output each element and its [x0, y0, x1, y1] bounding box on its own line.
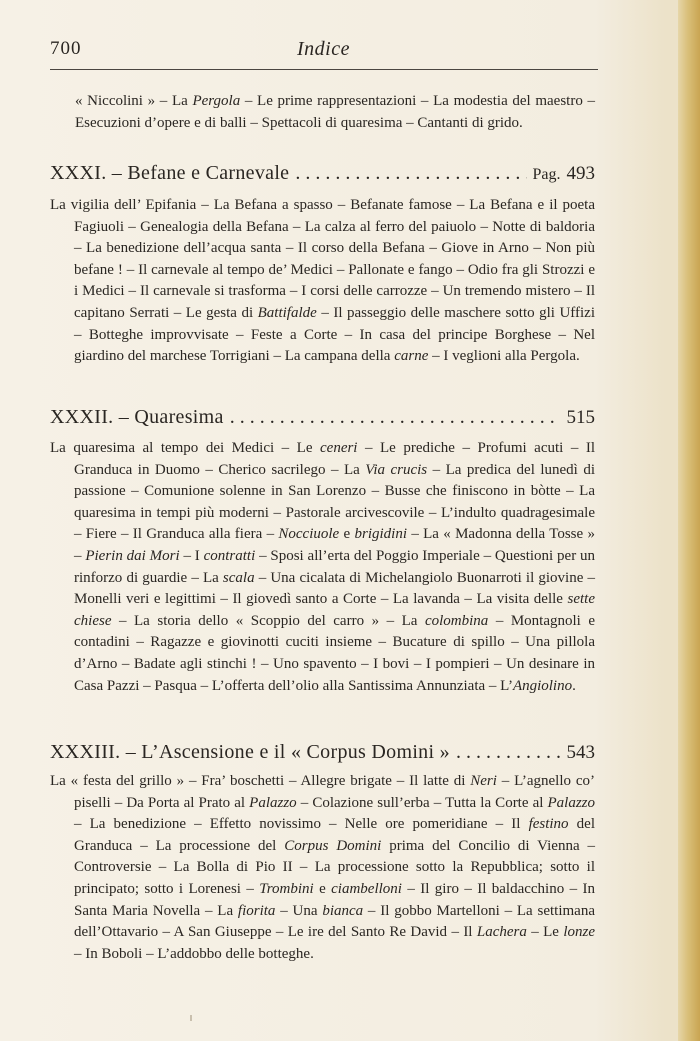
italic-term: colombina: [424, 612, 489, 629]
italic-term: Nocciuole: [278, 526, 340, 543]
text-run: – Il giro – Il baldacchino – In Santa Maria Novella – La: [74, 880, 595, 919]
italic-term: bianca: [322, 902, 364, 919]
text-run: – Montagnoli e contadini – Ragazze e giovinotti cuciti insieme – Bucature di spillo – Una pillola d’Arno – Badate agli stinchi ! – Uno spavento – I bovi – I pompieri – Un desinare in Casa Pazzi – Pasqua – L’offerta dell’olio alla Santissima Annunziata – L’: [74, 612, 596, 694]
italic-term: Trombini: [259, 880, 314, 897]
chapter-page-number: 515: [566, 407, 595, 428]
chapter-page-number: 493: [566, 163, 595, 184]
text-run: – Il gobbo Martelloni – La settimana dell’Ottavario – A San Giuseppe – Le ire del Santo Re David – Il: [74, 902, 595, 941]
italic-term: Angiolino: [512, 677, 573, 694]
text-run: – L’agnello co’ piselli – Da Porta al Prato al: [74, 773, 596, 811]
pag-label: Pag.: [532, 166, 561, 183]
text-run: e: [313, 880, 332, 897]
text-run: – Le prediche – Profumi acuti – Il Granduca in Duomo – Cherico sacrilego – La: [74, 440, 595, 478]
leader-dots: [230, 406, 561, 429]
italic-term: festino: [528, 816, 569, 833]
text-run: – Colazione sull’erba – Tutta la Corte al: [296, 794, 548, 811]
text-run: – In Boboli – L’addobbo delle botteghe.: [74, 945, 314, 962]
print-mark: [190, 1015, 192, 1021]
chapter-title: XXXI. – Befane e Carnevale: [50, 162, 290, 184]
italic-term: Corpus Domini: [284, 837, 382, 854]
chapter-heading-xxxiii: [50, 741, 595, 767]
text-run: – Una: [275, 902, 323, 919]
italic-term: Neri: [470, 773, 497, 789]
entry-text: [50, 195, 595, 368]
italic-term: Battifalde: [257, 304, 317, 321]
chapter-page-number: 543: [566, 742, 595, 763]
page-header: [50, 38, 597, 68]
header-rule: [50, 69, 598, 70]
text-run: – Sposi all’erta del Poggio Imperiale – Questioni per un rinforzo di guardie – La: [74, 547, 596, 586]
italic-term: Lachera: [476, 924, 527, 941]
italic-term: ciambelloni: [331, 880, 402, 897]
italic-term: Via crucis: [365, 461, 428, 478]
text-run: – La « Madonna della Tosse » –: [74, 526, 595, 564]
italic-term: ceneri: [320, 440, 358, 456]
text-run: .: [572, 677, 576, 694]
text-run: – La predica del lunedì di passione – Comunione solenne in San Lorenzo – Busse che finiscono in bòtte – La quaresima in tempi più moderni – Pastorale arcivescovile – L’indulto quadragesimale – Fiere – Il Granduca alla fiera –: [74, 461, 595, 543]
chapter-heading-xxxii: [50, 406, 595, 432]
page-number: 700: [50, 38, 82, 59]
text-run: del Granduca – La processione del: [74, 816, 596, 854]
chapter-heading-xxxi: [50, 162, 595, 188]
leader-dots: [456, 741, 561, 764]
chapter-title: XXXIII. – L’Ascensione e il « Corpus Domini »: [50, 741, 450, 763]
italic-term: contratti: [203, 547, 256, 564]
entry-text: [75, 91, 595, 134]
leader-dots: [295, 162, 526, 185]
entry-text: [50, 771, 595, 965]
text-run: – I: [179, 547, 204, 564]
text-run: – Il passeggio delle maschere sotto gli Uffizi – Botteghe improvvisate – Feste a Corte – In casa del principe Borghese – Nel giardino del marchese Torrigiani – La campana della: [74, 304, 596, 365]
italic-term: Pierin dai Mori: [85, 547, 180, 564]
italic-term: fiorita: [237, 902, 276, 919]
text-run: – Le prime rappresentazioni – La modestia del maestro – Esecuzioni d’opere e di balli – Spettacoli di quaresima – Cantanti di grido.: [75, 93, 596, 131]
text-run: prima del Concilio di Vienna – Controversie – La Bolla di Pio II – La processione sotto la Repubblica; sotto il principato; sotto i Lorenesi –: [74, 837, 595, 897]
italic-term: carne: [394, 348, 429, 365]
text-run: – Le: [526, 924, 564, 941]
italic-term: lonze: [563, 924, 595, 941]
text-run: – Una cicalata di Michelangiolo Buonarroti il giovine – Monelli veri e legittimi – Il giovedì santo a Corte – La lavanda – La visita delle: [74, 569, 595, 608]
italic-term: sette chiese: [74, 591, 595, 629]
text-run: – La benedizione – Effetto novissimo – Nelle ore pomeridiane – Il: [74, 816, 529, 833]
text-run: La vigilia dell’ Epifania – La Befana a spasso – Befanate famose – La Befana e il poeta Fagiuoli – Genealogia della Befana – La calza al ferro del paiuolo – Notte di baldoria – La benedizione dell’acqua santa – Il corso della Befana – Giove in Arno – Non più befane ! – Il carnevale al tempo de’ Medici – Pallonate e fango – Odio fra gli Strozzi e i Medici – Il carnevale si trasforma – I corsi delle carrozze – Un tremendo mistero – Il capitano Serrati – Le gesta di: [50, 197, 595, 321]
running-title: Indice: [297, 38, 350, 60]
italic-term: brigidini: [354, 526, 408, 543]
text-run: La « festa del grillo » – Fra’ boschetti – Allegre brigate – Il latte di: [50, 773, 471, 789]
chapter-title: XXXII. – Quaresima: [50, 406, 224, 428]
italic-term: Palazzo: [547, 794, 596, 811]
entry-text: [50, 438, 595, 697]
page-edge: [678, 0, 700, 1041]
text-run: e: [339, 526, 355, 543]
text-run: – La storia dello « Scoppio del carro » – La: [111, 612, 425, 629]
text-run: – I veglioni alla Pergola.: [428, 348, 580, 365]
text-run: « Niccolini » – La: [75, 93, 193, 109]
italic-term: Pergola: [192, 93, 241, 109]
italic-term: scala: [222, 569, 255, 586]
text-run: La quaresima al tempo dei Medici – Le: [50, 440, 320, 456]
italic-term: Palazzo: [249, 794, 297, 811]
